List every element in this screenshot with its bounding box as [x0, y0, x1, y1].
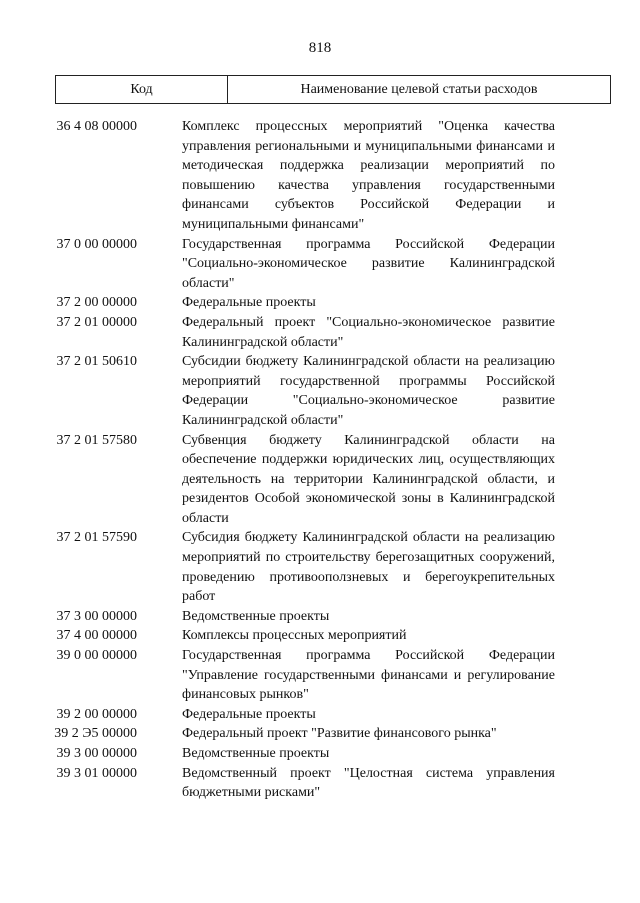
- row-code: 39 0 00 00000: [56, 648, 137, 664]
- row-code: 39 2 Э5 00000: [54, 726, 137, 742]
- row-code: 39 3 00 00000: [56, 746, 137, 761]
- row-name: Государственная программа Российской Федерации "Управление государственными финансами и регулирование финансовых рынков": [182, 648, 555, 703]
- row-code: 37 0 00 00000: [56, 236, 137, 252]
- row-name: Федеральные проекты: [182, 295, 316, 311]
- row-name: Субсидии бюджету Калининградской области на реализацию мероприятий государственной программы Российской Федерации "Социально-экономическое развитие Калининградской области": [182, 354, 555, 428]
- row-name: Федеральный проект "Развитие финансового рынка": [182, 726, 497, 742]
- table-row: [0, 724, 640, 744]
- row-code: 37 2 01 57580: [56, 432, 137, 448]
- table-row: [0, 705, 640, 725]
- row-code: 37 2 01 57590: [56, 530, 137, 546]
- header-name-label: Наименование целевой статьи расходов: [300, 81, 538, 97]
- row-code: 39 3 01 00000: [56, 765, 137, 781]
- row-code: 37 2 01 00000: [56, 314, 137, 330]
- row-name: Ведомственный проект "Целостная система управления бюджетными рисками": [182, 765, 555, 801]
- row-name: Комплексы процессных мероприятий: [182, 628, 407, 644]
- row-name: Субсидия бюджету Калининградской области на реализацию мероприятий по строительству берегозащитных сооружений, проведению противооползневых и берегоукрепительных работ: [182, 530, 555, 605]
- row-code: 37 2 01 50610: [56, 354, 137, 370]
- row-code: 37 4 00 00000: [56, 628, 137, 644]
- page-number: 818: [308, 40, 332, 56]
- table-row: [0, 646, 640, 705]
- table-row: [0, 313, 640, 352]
- table-row: [0, 431, 640, 529]
- table-row: [0, 352, 640, 430]
- table-row: [0, 744, 640, 764]
- row-name: Ведомственные проекты: [182, 608, 330, 624]
- table-header: [55, 75, 611, 104]
- table-body: [0, 117, 640, 803]
- table-row: [0, 764, 640, 803]
- table-row: [0, 293, 640, 313]
- header-code-label: Код: [56, 76, 228, 103]
- row-name: Федеральный проект "Социально-экономическое развитие Калининградской области": [182, 314, 555, 350]
- row-code: 37 2 00 00000: [56, 295, 137, 311]
- row-code: 39 2 00 00000: [56, 706, 137, 722]
- row-name: Государственная программа Российской Федерации "Социально-экономическое развитие Калининградской области": [182, 236, 555, 291]
- table-row: [0, 528, 640, 606]
- row-name: Комплекс процессных мероприятий "Оценка качества управления региональными и муниципальными финансами и методическая поддержка реализации мероприятий по повышению качества управления государственными финансами субъектов Российской Федерации и муниципальными финансами": [182, 119, 555, 232]
- row-code: 37 3 00 00000: [56, 608, 137, 624]
- table-row: [0, 117, 640, 235]
- row-name: Ведомственные проекты: [182, 746, 330, 761]
- table-row: [0, 235, 640, 294]
- table-row: [0, 607, 640, 627]
- row-name: Федеральные проекты: [182, 706, 316, 722]
- row-name: Субвенция бюджету Калининградской области на обеспечение поддержки юридических лиц, осуществляющих деятельность на территории Калининградской области, и резидентов Особой экономической зоны в Калининградской области: [182, 432, 555, 526]
- row-code: 36 4 08 00000: [56, 119, 137, 134]
- table-row: [0, 626, 640, 646]
